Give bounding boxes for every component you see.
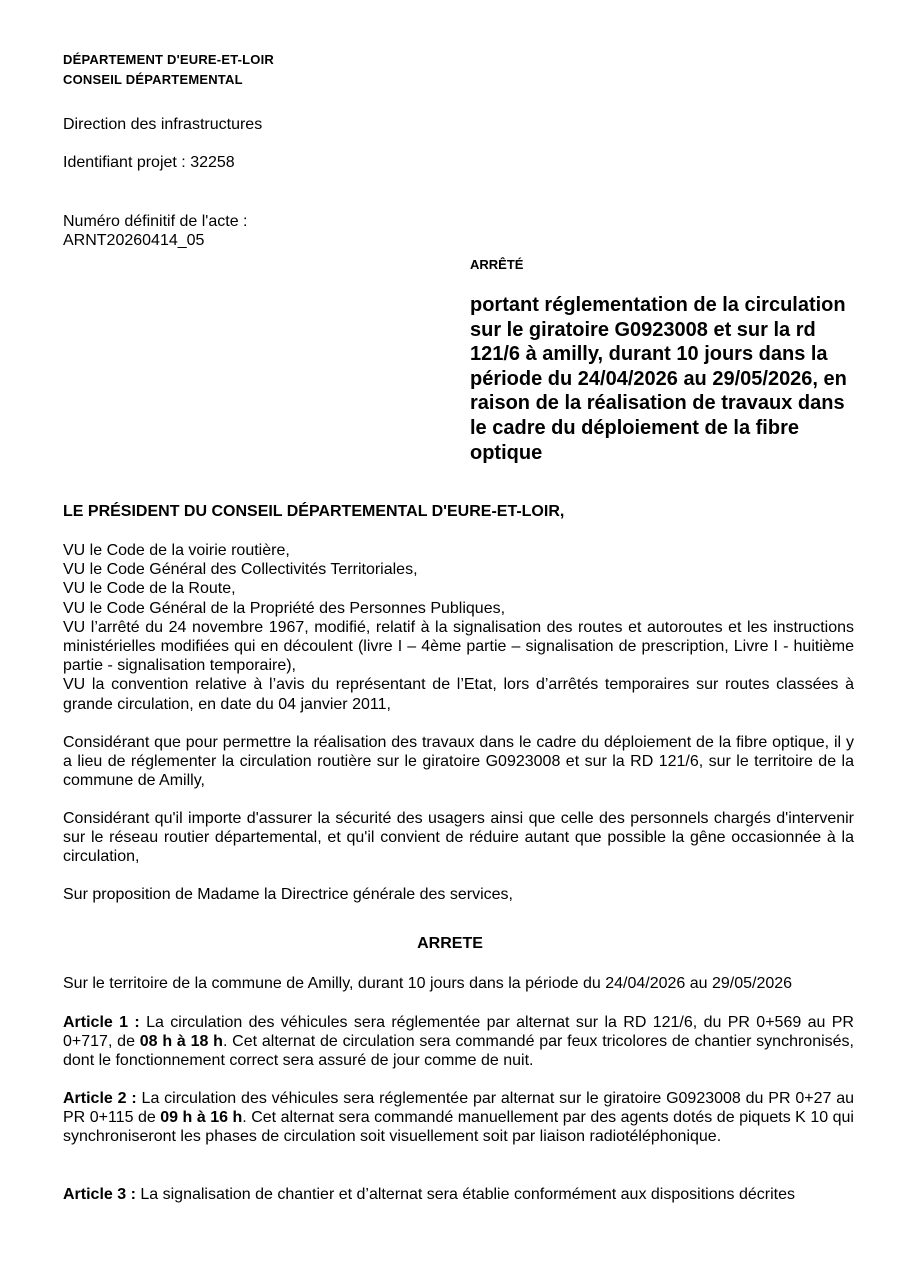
article-text-continued: . Cet alternat de circulation sera commandé par feux tricolores de chantier synchronisés, dont le fonctionnement correct sera assuré de jour comme de nuit. (63, 1033, 855, 1070)
article-label: Article 2 : (63, 1090, 137, 1107)
project-identifier: Identifiant projet : 32258 (63, 154, 235, 171)
vu-item: VU la convention relative à l’avis du représentant de l’Etat, lors d’arrêtés temporaires sur routes classées à grande circulation, en date du 04 janvier 2011, (63, 676, 854, 713)
act-number: ARNT20260414_05 (63, 232, 205, 249)
arrete-heading: ARRETE (417, 935, 483, 952)
considerant-text: Considérant qu'il importe d'assurer la sécurité des usagers ainsi que celle des personnels chargés d'intervenir sur le réseau routier départemental, et qu'il convient de réduire autant que possible la gêne occasionnée à la circulation, (63, 810, 854, 866)
article-1 (63, 1013, 854, 1071)
vu-list (63, 541, 854, 714)
considerant-2 (63, 809, 854, 867)
proposition-text: Sur proposition de Madame la Directrice générale des services, (63, 886, 513, 903)
act-number-label: Numéro définitif de l'acte : (63, 213, 248, 230)
vu-item: VU le Code de la voirie routière, (63, 542, 290, 559)
vu-item: VU le Code Général de la Propriété des Personnes Publiques, (63, 599, 506, 617)
document-subject: portant réglementation de la circulation sur le giratoire G0923008 et sur la rd 121/6 à amilly, durant 10 jours dans la période du 24/04/2026 au 29/05/2026, en raison de la réalisation de travaux dans le cadre du déploiement de la fibre optique (470, 294, 847, 464)
considerant-1 (63, 733, 854, 791)
considerant-text: Considérant que pour permettre la réalisation des travaux dans le cadre du déploiement de la fibre optique, il y a lieu de réglementer la circulation routière sur le giratoire G0923008 et sur la RD 121/6, sur le territoire de la commune de Amilly, (63, 734, 854, 790)
department-header (63, 50, 274, 90)
article-text: La signalisation de chantier et d’alternat sera établie conformément aux dispositions décrites (140, 1186, 795, 1203)
article-text: La circulation des véhicules sera réglementée par alternat sur la RD 121/6, du PR 0+569 au PR 0+717, de (63, 1014, 854, 1051)
article-hours: 08 h à 18 h (139, 1033, 223, 1051)
article-label: Article 1 : (63, 1014, 140, 1031)
document-type: ARRÊTÉ (470, 257, 524, 272)
vu-item: VU le Code de la Route, (63, 580, 236, 598)
article-2 (63, 1089, 854, 1147)
article-text: La circulation des véhicules sera réglementée par alternat sur le giratoire G0923008 du PR 0+27 au PR 0+115 de (63, 1090, 855, 1127)
territory-text: Sur le territoire de la commune de Amilly, durant 10 jours dans la période du 24/04/2026 au 29/05/2026 (63, 975, 793, 992)
vu-item: VU l’arrêté du 24 novembre 1967, modifié, relatif à la signalisation des routes et autoroutes et les instructions ministérielles modifiées qui en découlent (livre I – 4ème partie – signalisation de prescription, Livre I - huitième partie - signalisation temporaire), (63, 618, 854, 675)
article-label: Article 3 : (63, 1186, 136, 1203)
proposition (63, 885, 854, 904)
article-3 (63, 1185, 854, 1204)
vu-item: VU le Code Général des Collectivités Territoriales, (63, 561, 418, 579)
article-text-continued: . Cet alternat sera commandé manuellement par des agents dotés de piquets K 10 qui synchroniseront les phases de circulation soit visuellement soit par liaison radiotéléphonique. (63, 1109, 854, 1146)
direction-name: Direction des infrastructures (63, 116, 263, 133)
council-name: CONSEIL DÉPARTEMENTAL (63, 72, 243, 87)
department-name: DÉPARTEMENT D'EURE-ET-LOIR (63, 52, 274, 67)
president-heading: LE PRÉSIDENT DU CONSEIL DÉPARTEMENTAL D'EURE-ET-LOIR, (63, 503, 565, 520)
article-hours: 09 h à 16 h (160, 1109, 243, 1127)
territory-statement (63, 974, 854, 993)
